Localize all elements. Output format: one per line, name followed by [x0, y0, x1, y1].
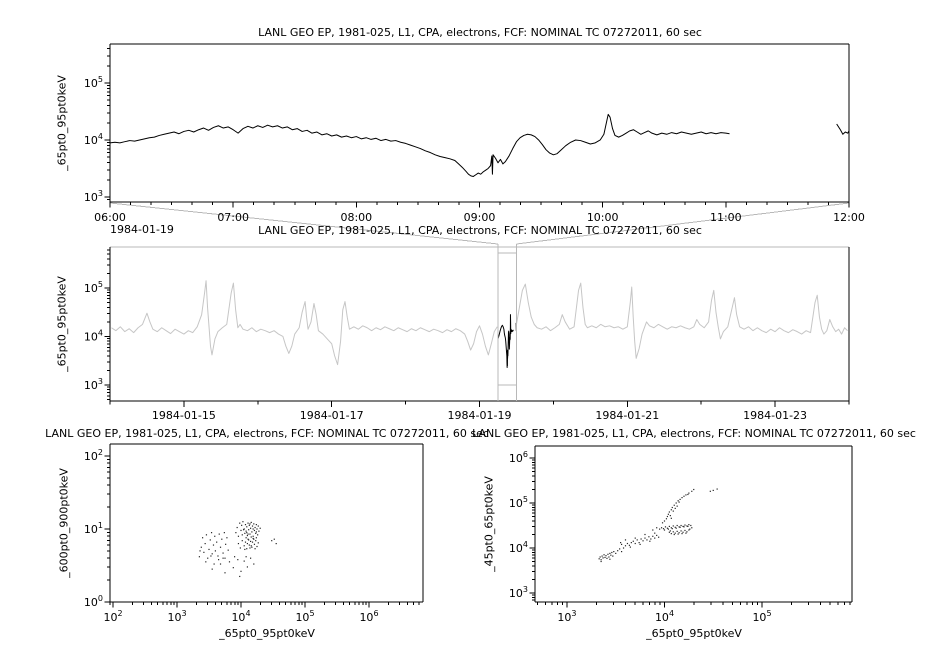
svg-text:105: $10^5$: [752, 609, 772, 624]
svg-text:100: $10^0$: [83, 594, 103, 609]
svg-text:106: $10^6$: [508, 450, 528, 466]
svg-text:07:00: 07:00: [217, 211, 250, 224]
context-interval-box[interactable]: [497, 247, 516, 401]
top-plot-area[interactable]: [110, 44, 849, 202]
context-y-axis[interactable]: [55, 247, 110, 401]
top-y-axis[interactable]: [55, 44, 110, 202]
svg-text:103: $10^3$: [83, 376, 103, 392]
top-y-axis-label: _65pt0_95pt0keV: [55, 75, 69, 171]
svg-text:1984-01-19: 1984-01-19: [447, 409, 512, 422]
scatter-right-title: LANL GEO EP, 1981-025, L1, CPA, electrons, FCF: NOMINAL TC 07272011, 60 sec: [472, 427, 916, 440]
svg-text:103: $10^3$: [508, 585, 528, 601]
top-x-axis[interactable]: [110, 202, 849, 234]
svg-text:105: $10^5$: [508, 495, 528, 511]
context-y-axis-label: _65pt0_95pt0keV: [55, 276, 69, 372]
svg-text:104: $10^4$: [83, 328, 103, 344]
svg-text:102: $10^2$: [83, 447, 103, 463]
svg-text:104: $10^4$: [83, 131, 103, 147]
svg-text:105: $10^5$: [83, 74, 103, 90]
context-plot-area[interactable]: [110, 247, 849, 401]
top-plot-title: LANL GEO EP, 1981-025, L1, CPA, electrons, FCF: NOMINAL TC 07272011, 60 sec: [258, 26, 702, 39]
context-plot-title: LANL GEO EP, 1981-025, L1, CPA, electrons, FCF: NOMINAL TC 07272011, 60 sec: [258, 224, 702, 237]
scatter-right-x-axis[interactable]: [535, 602, 852, 626]
svg-text:103: $10^3$: [557, 609, 577, 624]
scatter-left-y-axis[interactable]: [58, 444, 110, 602]
svg-text:106: $10^6$: [359, 609, 379, 624]
scatter-left-title: LANL GEO EP, 1981-025, L1, CPA, electrons, FCF: NOMINAL TC 07272011, 60 sec: [45, 427, 489, 440]
svg-text:10:00: 10:00: [586, 211, 619, 224]
svg-text:102: $10^2$: [103, 609, 123, 624]
scatter-left-y-axis-label: _600pt0_900pt0keV: [57, 468, 71, 578]
svg-text:105: $10^5$: [83, 279, 103, 295]
scatter-left-x-axis-label: _65pt0_95pt0keV: [219, 627, 315, 640]
top-axis-date-label: 1984-01-19: [110, 223, 174, 236]
svg-text:103: $10^3$: [83, 188, 103, 204]
svg-text:1984-01-23: 1984-01-23: [743, 409, 808, 422]
scatter-right-plot-area[interactable]: [535, 446, 852, 602]
scatter-right-y-axis-label: _45pt0_65pt0keV: [482, 476, 496, 572]
svg-text:1984-01-21: 1984-01-21: [595, 409, 660, 422]
svg-text:104: $10^4$: [654, 609, 675, 624]
svg-text:103: $10^3$: [167, 609, 187, 624]
svg-text:08:00: 08:00: [340, 211, 373, 224]
svg-text:1984-01-17: 1984-01-17: [299, 409, 364, 422]
svg-text:105: $10^5$: [295, 609, 315, 624]
scatter-left-plot-area[interactable]: [110, 444, 423, 602]
svg-text:104: $10^4$: [508, 540, 528, 556]
svg-text:06:00: 06:00: [94, 211, 126, 224]
svg-text:12:00: 12:00: [833, 211, 865, 224]
context-x-axis[interactable]: [110, 401, 849, 423]
scatter-left-x-axis[interactable]: [110, 602, 423, 626]
svg-text:09:00: 09:00: [463, 211, 496, 224]
svg-text:101: $10^1$: [83, 520, 103, 536]
scatter-right-x-axis-label: _65pt0_95pt0keV: [646, 627, 742, 640]
svg-text:1984-01-15: 1984-01-15: [151, 409, 216, 422]
scatter-right-y-axis[interactable]: [483, 446, 535, 602]
svg-text:104: $10^4$: [231, 609, 251, 624]
svg-text:11:00: 11:00: [709, 211, 742, 224]
